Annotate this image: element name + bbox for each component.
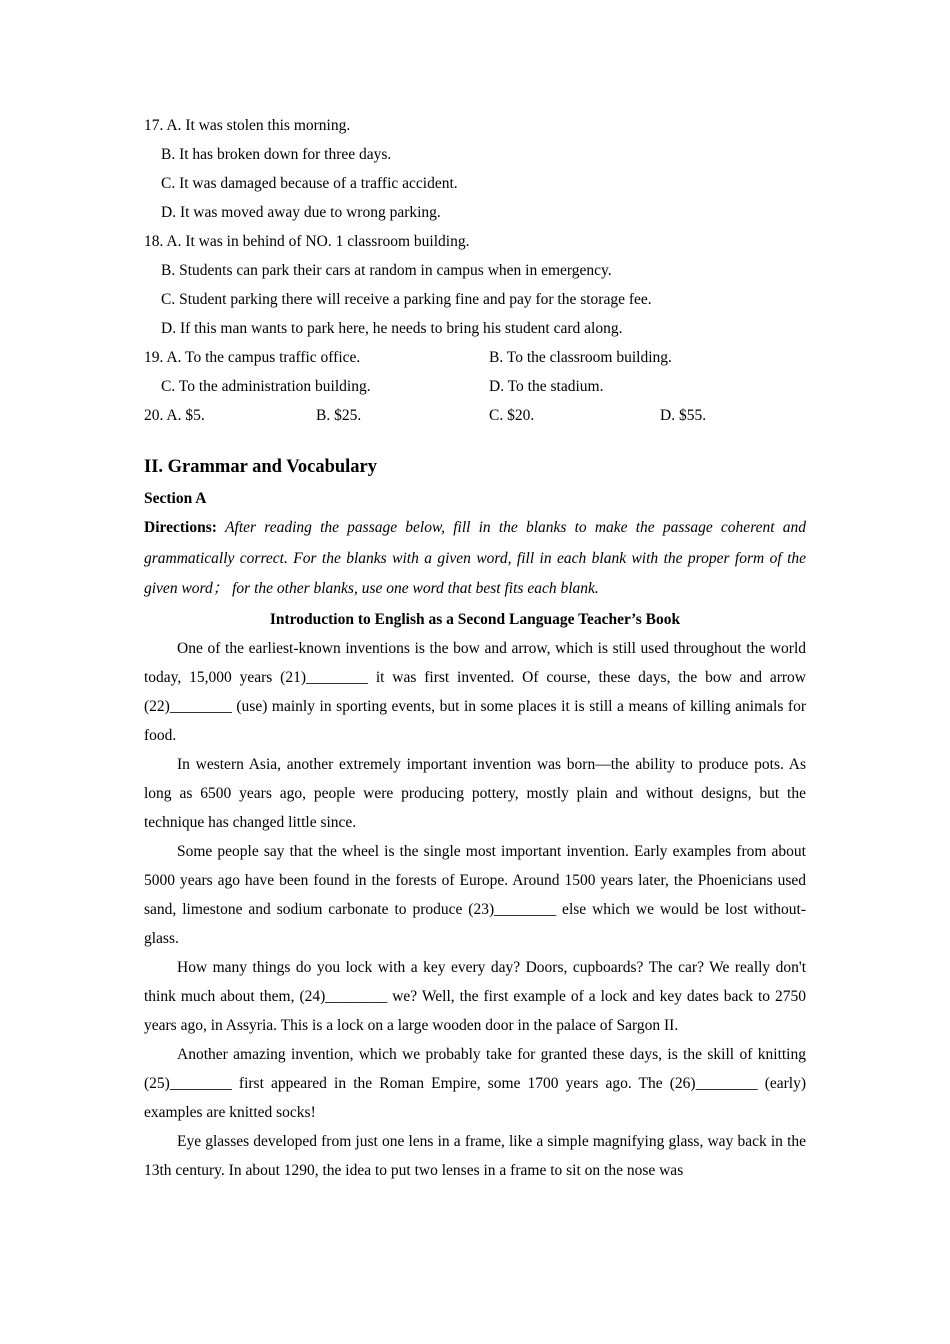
directions-label: Directions: xyxy=(144,519,217,536)
section-heading: II. Grammar and Vocabulary xyxy=(144,457,377,477)
q18-option-c: C. Student parking there will receive a parking fine and pay for the storage fee. xyxy=(161,291,652,308)
q20-option-d: D. $55. xyxy=(660,407,707,424)
q17-option-c: C. It was damaged because of a traffic accident. xyxy=(161,175,458,192)
q19-row-2 xyxy=(144,372,806,401)
subsection-title: Section A xyxy=(144,490,207,507)
q20-row xyxy=(144,401,806,430)
q20-option-b: B. $25. xyxy=(316,407,362,424)
q18-option-d: D. If this man wants to park here, he needs to bring his student card along. xyxy=(161,320,623,337)
passage-paragraph: Some people say that the wheel is the single most important invention. Early examples from about 5000 years ago have been found in the forests of Europe. Around 1500 years later, the Phoenicians used sand, limestone and sodium carbonate to produce (23)________ else which we would be lost without-glass. xyxy=(144,842,806,947)
q19-option-d: D. To the stadium. xyxy=(489,378,604,395)
q19-option-c: C. To the administration building. xyxy=(161,378,371,395)
q19-option-b: B. To the classroom building. xyxy=(489,349,672,366)
q20-option-c: C. $20. xyxy=(489,407,535,424)
q19-option-a: 19. A. To the campus traffic office. xyxy=(144,349,361,366)
passage-paragraph: In western Asia, another extremely important invention was born—the ability to produce pots. As long as 6500 years ago, people were producing pottery, mostly plain and without designs, but the technique has changed little since. xyxy=(144,755,806,831)
passage-paragraph: How many things do you lock with a key every day? Doors, cupboards? The car? We really don't think much about them, (24)________ we? Well, the first example of a lock and key dates back to 2750 years ago, in Assyria. This is a lock on a large wooden door in the palace of Sargon II. xyxy=(144,958,806,1034)
q19-row-1 xyxy=(144,343,806,372)
passage-title: Introduction to English as a Second Language Teacher’s Book xyxy=(269,610,681,628)
q17-option-b: B. It has broken down for three days. xyxy=(161,146,392,163)
passage-paragraph: Eye glasses developed from just one lens in a frame, like a simple magnifying glass, way back in the 13th century. In about 1290, the idea to put two lenses in a frame to sit on the nose was xyxy=(144,1132,806,1179)
q18-option-b: B. Students can park their cars at random in campus when in emergency. xyxy=(161,262,612,279)
q18-option-a: 18. A. It was in behind of NO. 1 classroom building. xyxy=(144,233,470,250)
exam-page xyxy=(144,111,806,1185)
passage-paragraph: Another amazing invention, which we probably take for granted these days, is the skill of knitting (25)________ first appeared in the Roman Empire, some 1700 years ago. The (26)________ (early) examples are knitted socks! xyxy=(144,1045,806,1121)
directions-text: After reading the passage below, fill in the blanks to make the passage coherent and grammatically correct. For the blanks with a given word, fill in each blank with the proper form of the given word； for the other blanks, use one word that best fits each blank. xyxy=(144,519,807,597)
passage-paragraph: One of the earliest-known inventions is the bow and arrow, which is still used throughout the world today, 15,000 years (21)________ it was first invented. Of course, these days, the bow and arrow (22)________ (use) mainly in sporting events, but in some places it is still a means of killing animals for food. xyxy=(144,639,806,744)
q17-option-a: 17. A. It was stolen this morning. xyxy=(144,117,351,134)
q17-option-d: D. It was moved away due to wrong parking. xyxy=(161,204,441,221)
directions xyxy=(144,513,806,605)
q20-option-a: 20. A. $5. xyxy=(144,407,205,424)
